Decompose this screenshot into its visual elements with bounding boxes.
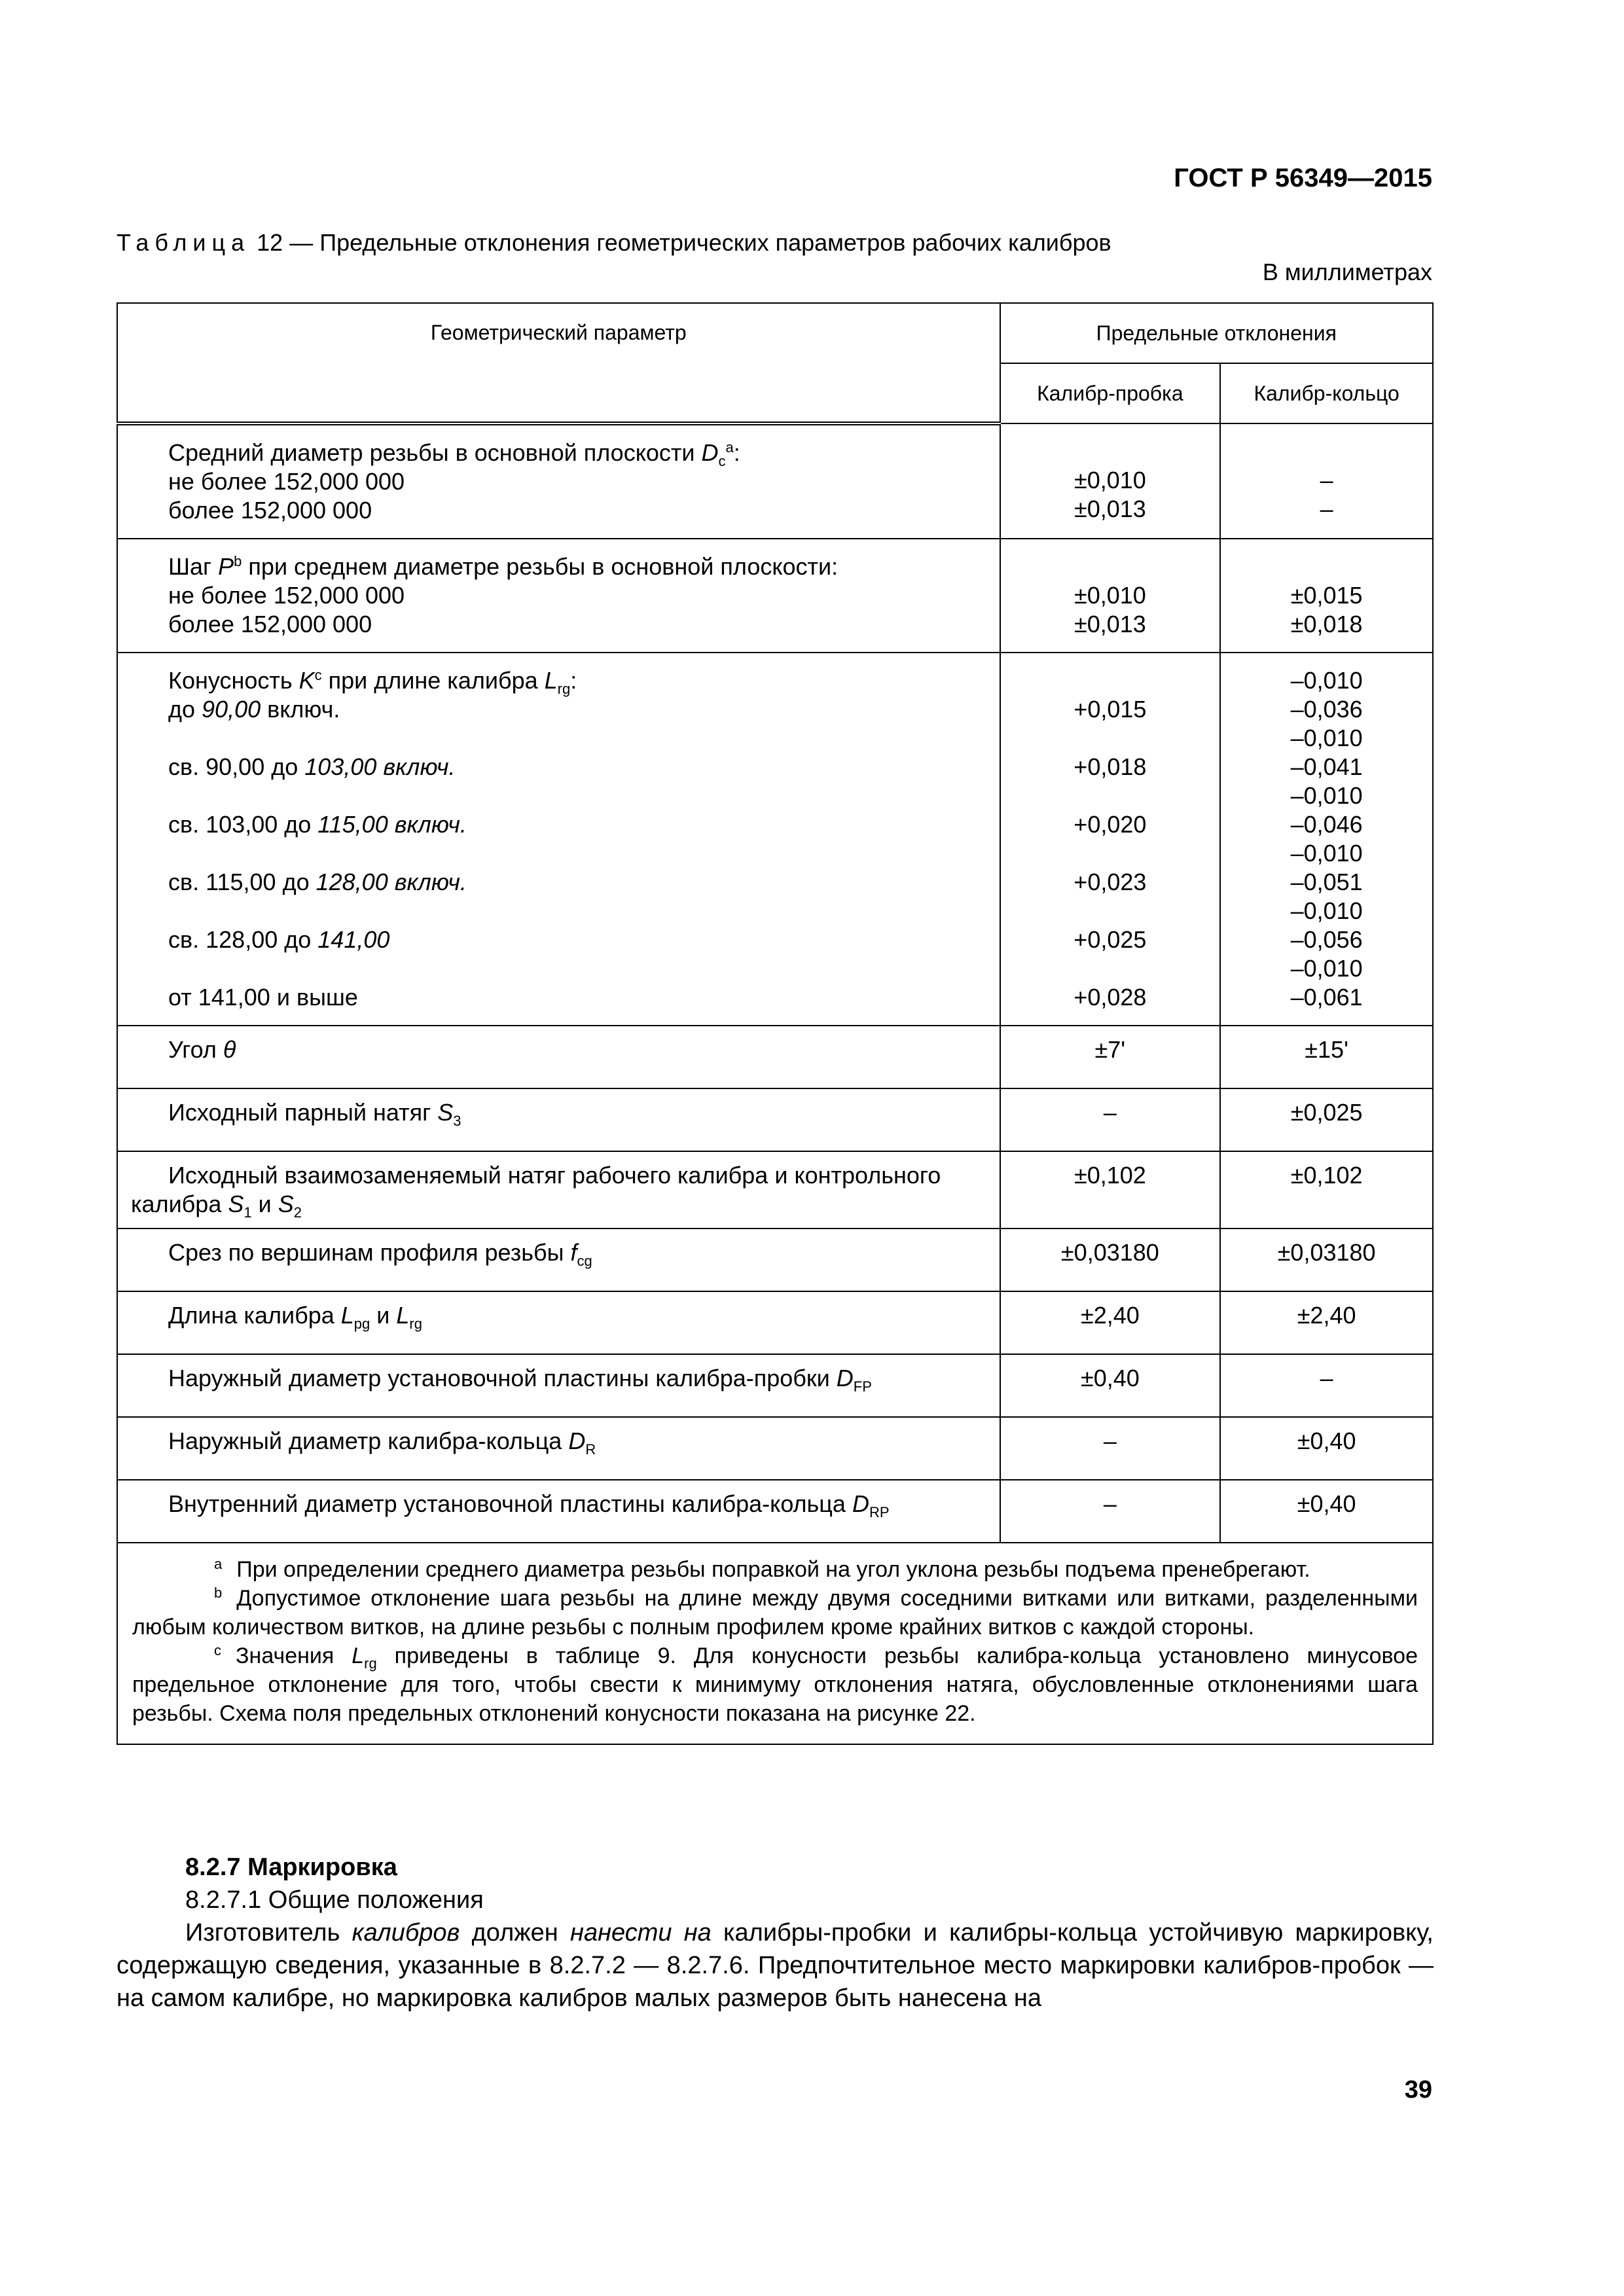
- header-plug: Калибр-пробка: [1000, 363, 1221, 423]
- subsection-heading: 8.2.7.1 Общие положения: [185, 1886, 484, 1914]
- row8-param: Длина калибра $L_{pg}$ и $L_{rg}$: [168, 1302, 422, 1333]
- table-row: [117, 1229, 1433, 1291]
- row3-ring: –0,010: [1290, 840, 1363, 867]
- body-paragraph: Изготовитель калибров должен нанести на калибры-пробки и калибры-кольца устойчивую маркировку, содержащую сведения, указанные в 8.2.7.2 — 8.2.7.6. Предпочтительное место маркировки калибров-пробок — на самом калибре, но маркировка калибров малых размеров быть нанесена на: [117, 1919, 1434, 2012]
- row1-plug1: ±0,010: [1074, 467, 1146, 493]
- row11-plug: –: [1000, 1480, 1221, 1543]
- row6-plug: ±0,102: [1000, 1151, 1221, 1229]
- row3-ring: –0,051: [1290, 869, 1363, 895]
- row3-ring: –0,061: [1290, 984, 1363, 1011]
- row9-plug: ±0,40: [1000, 1354, 1221, 1417]
- footnote-c: $^c$ Значения $L_{rg}$ приведены в таблице 9. Для конусности резьбы калибра-кольца установлено минусовое предельное отклонение для того, чтобы свести к минимуму отклонения натяга, обусловленные отклонениями шага резьбы. Схема поля предельных отклонений конусности показана на рисунке 22.: [132, 1641, 1418, 1726]
- table-row: [117, 1417, 1433, 1480]
- row7-ring: ±0,03180: [1220, 1229, 1433, 1291]
- row8-plug: ±2,40: [1000, 1291, 1221, 1354]
- row3-range-a: до 90,00 включ.: [168, 696, 340, 723]
- table-row: [117, 1026, 1433, 1088]
- row3-ring: –0,046: [1290, 811, 1363, 838]
- row3-plug: +0,023: [1074, 869, 1147, 895]
- row3-range-f: от 141,00 и выше: [168, 984, 358, 1011]
- row8-ring: ±2,40: [1220, 1291, 1433, 1354]
- row1-line1: не более 152,000 000: [168, 468, 405, 495]
- row2-title: Шаг $P^b$ при среднем диаметре резьбы в основной плоскости:: [168, 553, 839, 580]
- row7-param: Срез по вершинам профиля резьбы $f_{cg}$: [168, 1239, 592, 1270]
- row1-title: Средний диаметр резьбы в основной плоскости $D_c^a$:: [168, 439, 740, 470]
- table-row: [117, 1354, 1433, 1417]
- row3-ring: –0,056: [1290, 926, 1363, 953]
- row5-param: Исходный парный натяг $S_3$: [168, 1099, 461, 1130]
- row3-plug: +0,015: [1074, 696, 1147, 723]
- row1-line2: более 152,000 000: [168, 497, 372, 524]
- row5-plug: –: [1000, 1088, 1221, 1151]
- row3-ring: –0,010: [1290, 955, 1363, 982]
- row3-range-e: св. 128,00 до 141,00: [168, 926, 390, 953]
- table-row: [117, 1151, 1433, 1229]
- row3-title: Конусность $K^c$ при длине калибра $L_{rg}$:: [168, 667, 577, 698]
- footnote-b: $^b$ Допустимое отклонение шага резьбы на длине между двумя соседними витками или витками, разделенными любым количеством витков, на длине резьбы с полным профилем кроме крайних витков с каждой стороны.: [132, 1584, 1418, 1640]
- row4-ring: ±15': [1220, 1026, 1433, 1088]
- row2-plug2: ±0,013: [1074, 611, 1146, 637]
- row9-param: Наружный диаметр установочной пластины калибра-пробки $D_{FP}$: [168, 1365, 872, 1395]
- table-row: [117, 1480, 1433, 1543]
- row3-ring: –0,010: [1290, 667, 1363, 694]
- row3-ring: –0,010: [1290, 782, 1363, 809]
- row2-line1: не более 152,000 000: [168, 582, 405, 609]
- row9-ring: –: [1220, 1354, 1433, 1417]
- table-row: [117, 539, 1433, 653]
- row2-line2: более 152,000 000: [168, 611, 372, 637]
- section-heading: 8.2.7 Маркировка: [185, 1854, 397, 1881]
- row3-ring: –0,010: [1290, 725, 1363, 751]
- header-ring: Калибр-кольцо: [1220, 363, 1433, 423]
- row2-plug1: ±0,010: [1074, 582, 1146, 609]
- table-caption: [117, 229, 1111, 257]
- row7-plug: ±0,03180: [1000, 1229, 1221, 1291]
- row6-ring: ±0,102: [1220, 1151, 1433, 1229]
- table-caption-text: 12 — Предельные отклонения геометрических параметров рабочих калибров: [250, 229, 1111, 256]
- units-note: В миллиметрах: [1262, 259, 1432, 285]
- table-notes-row: [117, 1543, 1433, 1744]
- row3-range-b: св. 90,00 до 103,00 включ.: [168, 753, 456, 780]
- standard-number: ГОСТ Р 56349—2015: [1174, 164, 1432, 192]
- row3-ring: –0,036: [1290, 696, 1363, 723]
- row10-plug: –: [1000, 1417, 1221, 1480]
- page-number: 39: [1404, 2076, 1432, 2104]
- header-deviations: Предельные отклонения: [1000, 303, 1434, 363]
- deviations-table: [117, 302, 1434, 1745]
- row11-param: Внутренний диаметр установочной пластины калибра-кольца $D_{RP}$: [168, 1490, 890, 1521]
- row1-ring2: –: [1320, 495, 1333, 522]
- footnote-a: $^a$ При определении среднего диаметра резьбы поправкой на угол уклона резьбы подъема пренебрегают.: [214, 1555, 1310, 1582]
- row1-ring1: –: [1320, 467, 1333, 493]
- row3-ring: –0,010: [1290, 897, 1363, 924]
- table-caption-label: Таблица: [117, 229, 251, 256]
- table-row: [117, 1088, 1433, 1151]
- header-parameter: Геометрический параметр: [117, 303, 1000, 423]
- row11-ring: ±0,40: [1220, 1480, 1433, 1543]
- table-row: [117, 1291, 1433, 1354]
- table-row: [117, 653, 1433, 1026]
- row4-param: Угол θ: [168, 1036, 236, 1063]
- row10-ring: ±0,40: [1220, 1417, 1433, 1480]
- table-row: [117, 423, 1433, 539]
- row3-plug: +0,025: [1074, 926, 1147, 953]
- row3-plug: +0,020: [1074, 811, 1147, 838]
- row5-ring: ±0,025: [1220, 1088, 1433, 1151]
- row3-plug: +0,028: [1074, 984, 1147, 1011]
- row3-range-c: св. 103,00 до 115,00 включ.: [168, 811, 467, 838]
- row2-ring1: ±0,015: [1290, 582, 1363, 609]
- row3-ring: –0,041: [1290, 753, 1363, 780]
- row6-param: Исходный взаимозаменяемый натяг рабочего калибра и контрольного калибра $S_1$ и $S_2$: [117, 1151, 1000, 1229]
- row3-range-d: св. 115,00 до 128,00 включ.: [168, 869, 467, 895]
- row1-plug2: ±0,013: [1074, 495, 1146, 522]
- row4-plug: ±7': [1000, 1026, 1221, 1088]
- row10-param: Наружный диаметр калибра-кольца $D_R$: [168, 1427, 596, 1458]
- row3-plug: +0,018: [1074, 753, 1147, 780]
- row2-ring2: ±0,018: [1290, 611, 1363, 637]
